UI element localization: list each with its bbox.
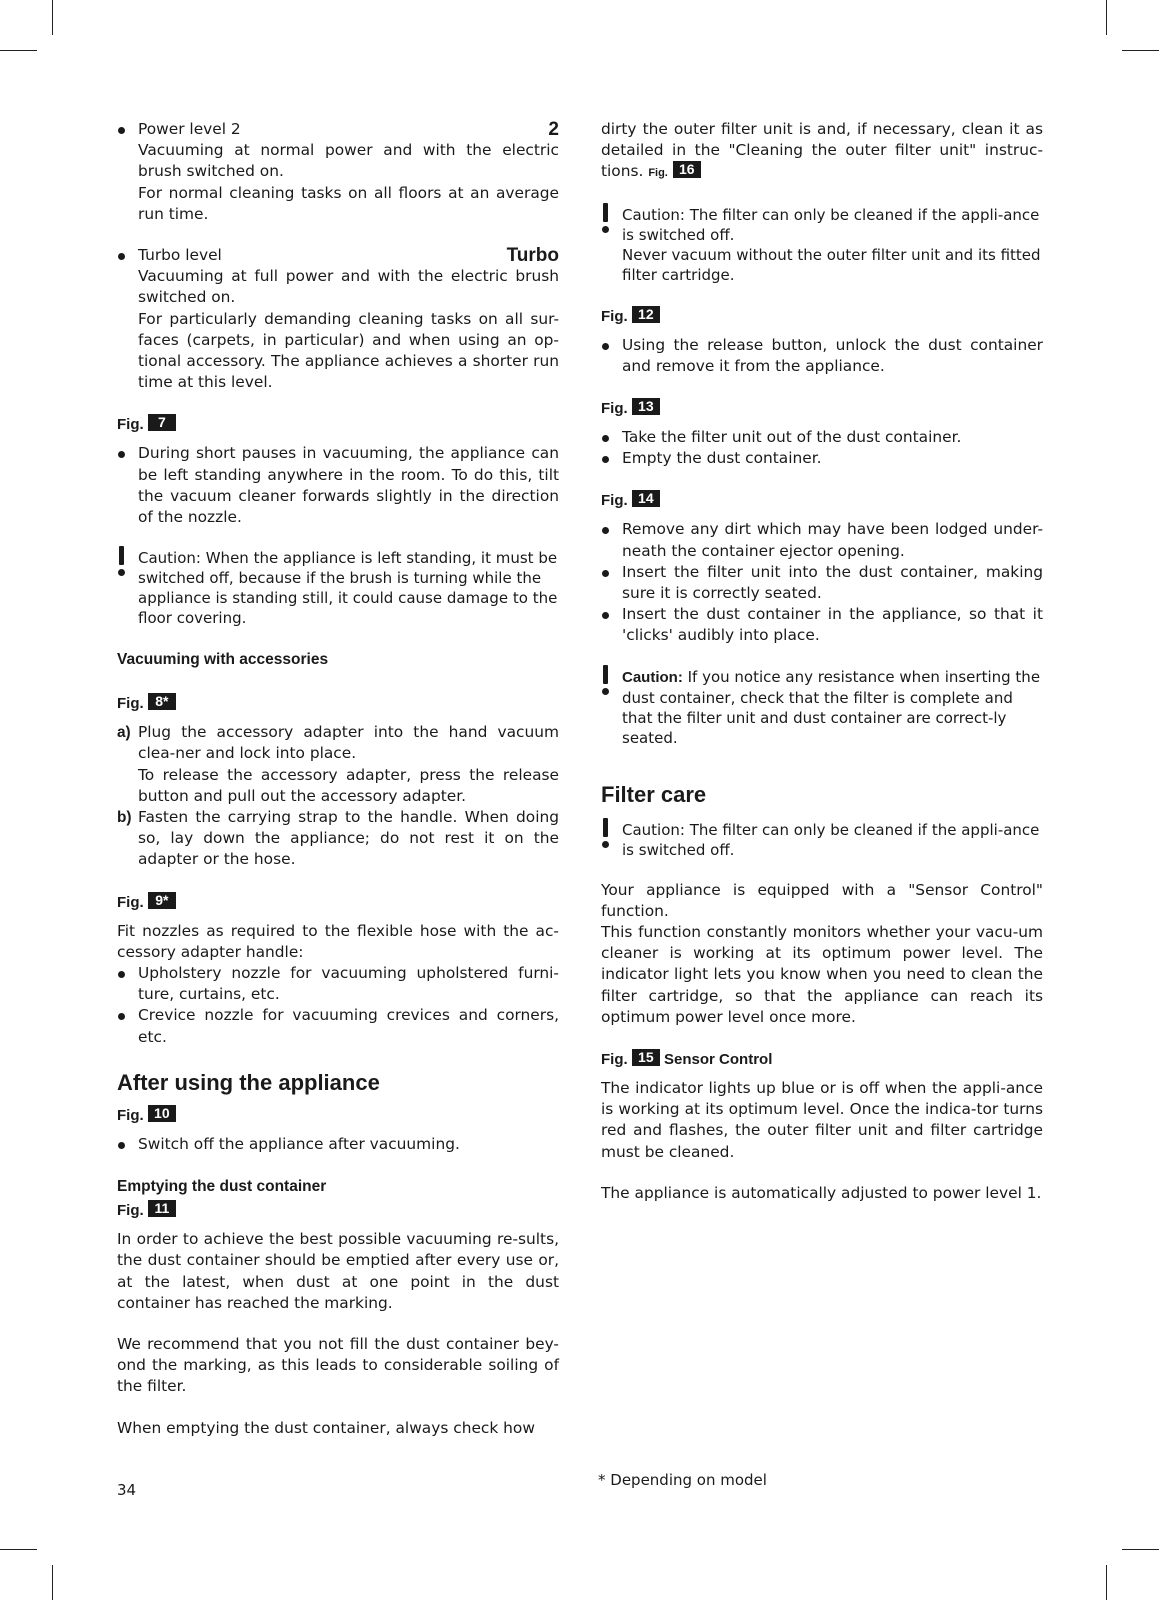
turbo-level-symbol: Turbo [506,245,559,267]
figure-ref-7: Fig. 7 [117,413,559,437]
list-item: Upholstery nozzle for vacuuming upholstered furni-ture, curtains, etc. [117,963,559,1005]
figure-number-badge: 11 [148,1200,176,1217]
inline-figure-ref: Fig. [648,167,668,180]
crop-mark [0,50,37,51]
footnote: * Depending on model [598,1471,767,1489]
list-item: Switch off the appliance after vacuuming. [117,1134,559,1155]
list-item-short-pause: During short pauses in vacuuming, the appliance can be left standing anywhere in the room. To do this, tilt the vacuum cleaner forwards slightly in the direction of the nozzle. [117,443,559,528]
crop-mark [1122,50,1159,51]
crop-mark [1122,1549,1159,1550]
paragraph: dirty the outer filter unit is and, if necessary, clean it as detailed in the "Cleaning the outer filter unit" instruc-tions. Fig. 16 [601,120,1043,181]
caution-note: Caution: The filter can only be cleaned if the appli-ance is switched off. [601,820,1043,860]
power-level-description: Vacuuming at normal power and with the electric brush switched on. [138,141,559,181]
list-item: Crevice nozzle for vacuuming crevices and corners, etc. [117,1005,559,1047]
figure-number-badge: 8* [148,693,176,710]
step-a: a) Plug the accessory adapter into the hand vacuum clea-ner and lock into place. To release the accessory adapter, press the release button and pull out the accessory adapter. [117,723,559,805]
figure-number-badge: 7 [148,414,176,431]
turbo-level-description: Vacuuming at full power and with the electric brush switched on. [138,267,559,307]
crop-mark [1106,1565,1107,1600]
figure-ref-12: Fig. 12 [601,305,1043,329]
paragraph: The appliance is automatically adjusted to power level 1. [601,1183,1042,1202]
figure-ref-11: Fig. 11 [117,1199,559,1223]
crop-mark [52,1565,53,1600]
figure-title: Sensor Control [664,1051,773,1069]
figure-number-badge: 12 [632,306,660,323]
turbo-level-usage: For particularly demanding cleaning tasks on all sur-faces (carpets, in particular) and when using an op-tional accessory. The appliance achieves a shorter run time at this level. [138,309,559,392]
warning-icon [601,818,611,850]
figure-number-badge: 9* [148,892,176,909]
figure-ref-15: Fig. 15 Sensor Control [601,1049,773,1069]
caution-note: Caution: If you notice any resistance when inserting the dust container, check that the filter is complete and that the filter unit and dust container are correct-ly seated. [601,667,1043,748]
list-item: Take the filter unit out of the dust container. [601,427,1043,448]
right-column [601,119,1043,1204]
crop-mark [1106,0,1107,35]
figure-number-badge: 14 [632,490,660,507]
warning-icon [601,203,611,235]
paragraph: This function constantly monitors whether your vacu-um cleaner is working at its optimum power level. The indicator light lets you know when you need to clean the filter cartridge, so that the appliance can reach its optimum power level once more. [601,923,1043,1026]
warning-icon [601,665,611,697]
page-number: 34 [117,1481,137,1499]
figure-number-badge: 15 [632,1049,660,1066]
figure-ref-13: Fig. 13 [601,397,1043,421]
crop-mark [0,1549,37,1550]
power-level-symbol: 2 [548,119,559,140]
paragraph: In order to achieve the best possible vacuuming re-sults, the dust container should be emptied after every use or, at the latest, when dust at one point in the dust container has reached the marking. [117,1230,559,1312]
caution-note: Caution: The filter can only be cleaned if the appli-ance is switched off. Never vacuum without the outer filter unit and its fitted filter cartridge. [601,205,1043,285]
turbo-level-label: Turbo level [138,246,222,265]
list-item: Remove any dirt which may have been lodged under-neath the container ejector opening. [601,519,1043,561]
list-item: Insert the filter unit into the dust container, making sure it is correctly seated. [601,562,1043,604]
step-marker: b) [117,809,132,827]
paragraph: When emptying the dust container, always check how [117,1418,535,1437]
list-item-power-level-2 [117,119,559,225]
figure-ref-14: Fig. 14 [601,489,1043,513]
power-level-label: Power level 2 [138,120,241,138]
caution-note: Caution: When the appliance is left standing, it must be switched off, because if the brush is turning while the appliance is standing still, it could cause damage to the floor covering. [117,548,559,628]
figure-ref-10: Fig. 10 [117,1104,559,1128]
list-item: Insert the dust container in the appliance, so that it 'clicks' audibly into place. [601,604,1043,646]
section-heading: Filter care [601,781,707,807]
figure-number-badge: 16 [673,161,701,178]
figure-number-badge: 13 [632,398,660,415]
crop-mark [52,0,53,35]
paragraph: We recommend that you not fill the dust container bey-ond the marking, as this leads to considerable soiling of the filter. [117,1334,559,1396]
step-marker: a) [117,724,131,742]
figure-ref-9: Fig. 9* [117,891,559,915]
paragraph: Your appliance is equipped with a "Sensor Control" function. [601,880,1043,920]
figure-number-badge: 10 [148,1105,176,1122]
paragraph: Fit nozzles as required to the flexible hose with the ac-cessory adapter handle: [117,921,559,961]
warning-icon [117,546,127,578]
paragraph: The indicator lights up blue or is off when the appli-ance is working at its optimum level. Once the indica-tor turns red and flashes, the outer filter unit and filter cartridge must be cleaned. [601,1079,1043,1161]
step-b: b) Fasten the carrying strap to the handle. When doing so, lay down the appliance; do not rest it on the adapter or the hose. [117,808,559,869]
left-column [117,119,559,1439]
list-item: Using the release button, unlock the dust container and remove it from the appliance. [601,335,1043,377]
list-item: Empty the dust container. [601,448,1043,469]
power-level-usage: For normal cleaning tasks on all floors at an average run time. [138,183,559,223]
figure-ref-8: Fig. 8* [117,692,559,716]
section-heading: After using the appliance [117,1069,380,1095]
section-subheading: Emptying the dust container [117,1178,327,1196]
section-subheading: Vacuuming with accessories [117,651,329,669]
list-item-turbo-level [117,245,559,393]
